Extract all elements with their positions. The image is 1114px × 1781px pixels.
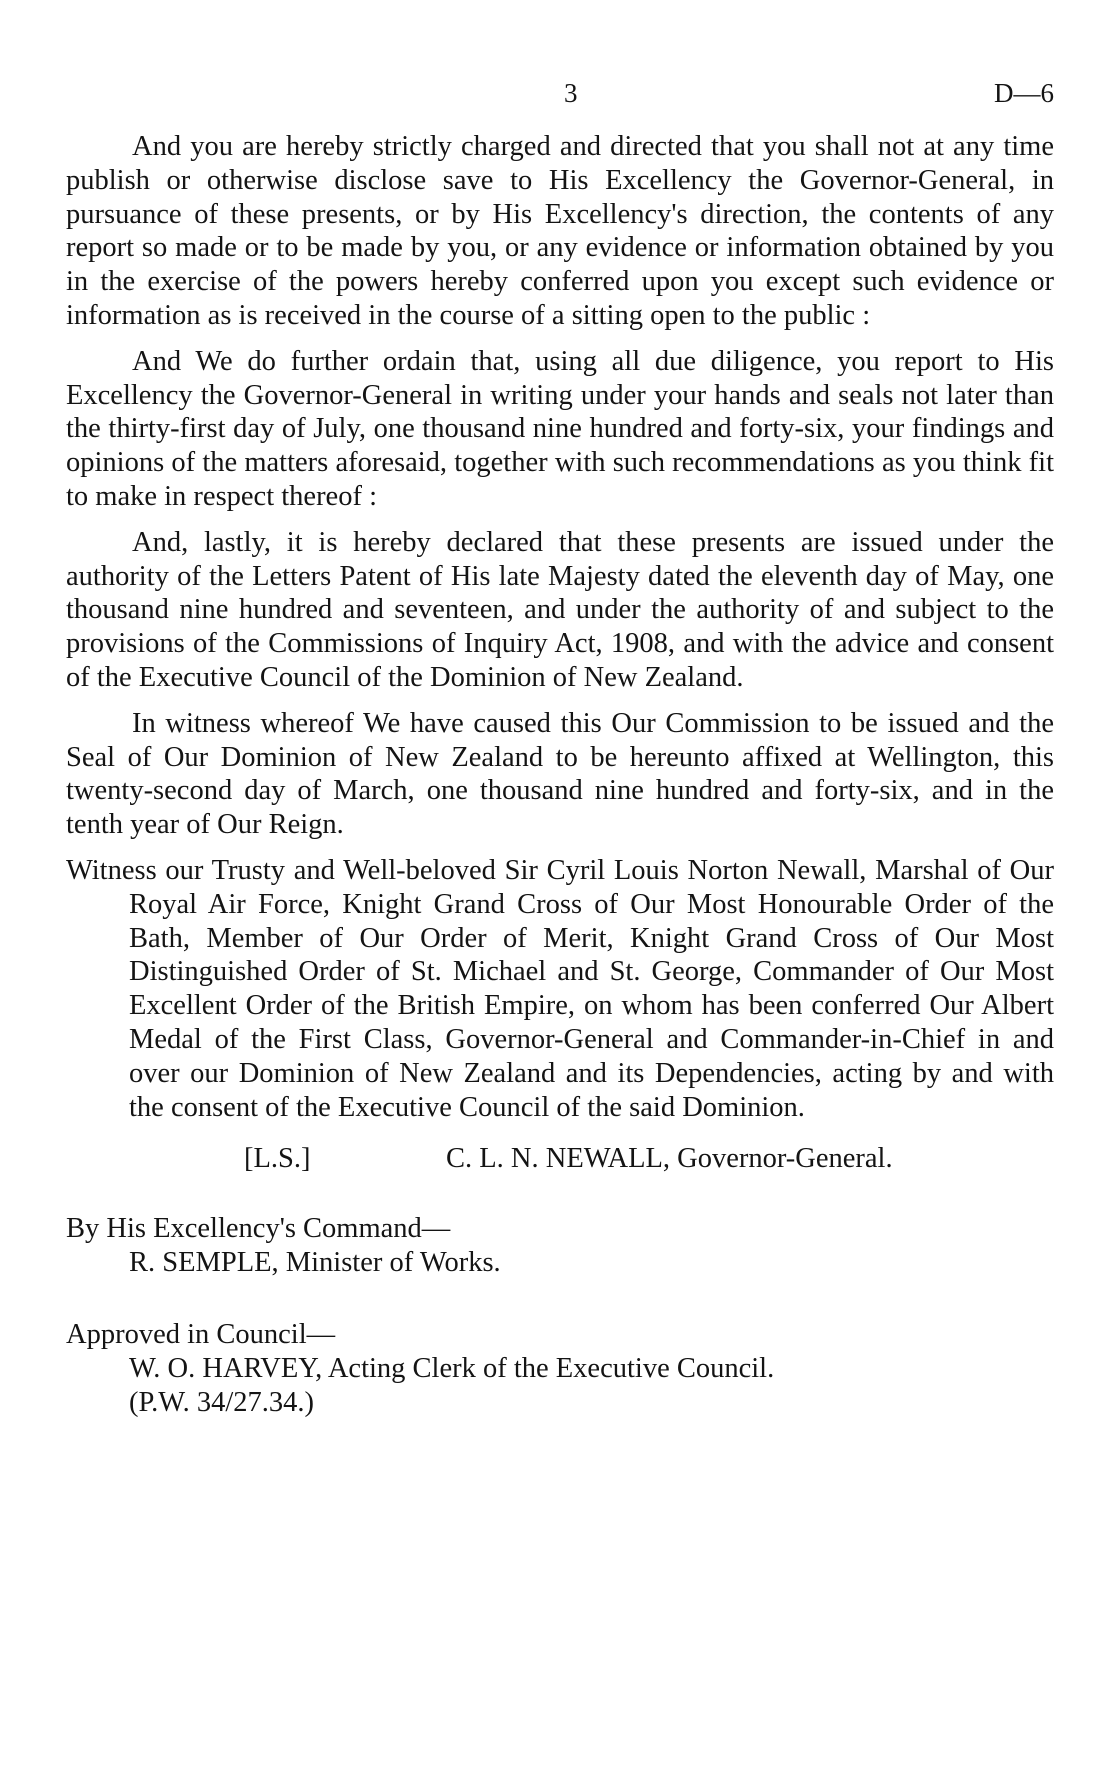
document-body: [66, 130, 1054, 1457]
file-reference: (P.W. 34/27.34.): [129, 1386, 314, 1418]
paragraph-confidentiality: And you are hereby strictly charged and directed that you shall not at any time publish or otherwise disclose save to His Excellency the Governor-General, in pursuance of these presents, or by His Excellency's direction, the contents of any report so made or to be made by you, or any evidence or information obtained by you in the exercise of the powers hereby conferred upon you except such evidence or information as is received in the course of a sitting open to the public :: [66, 131, 1054, 331]
paragraph-report-deadline: And We do further ordain that, using all due diligence, you report to His Excellency the Governor-General in writing under your hands and seals not later than the thirty-first day of July, one thousand nine hundred and forty-six, your findings and opinions of the matters aforesaid, together with such recommendations as you think fit to make in respect thereof :: [66, 345, 1054, 512]
document-reference: D—6: [994, 78, 1054, 108]
page-header: [66, 78, 1054, 112]
paragraph-in-witness: In witness whereof We have caused this Our Commission to be issued and the Seal of Our Dominion of New Zealand to be hereunto affixed at Wellington, this twenty-second day of March, one thousand nine hundred and forty-six, and in the tenth year of Our Reign.: [66, 707, 1054, 841]
approval-block: [66, 1318, 1054, 1419]
governor-signature: C. L. N. NEWALL, Governor-General.: [446, 1143, 893, 1175]
command-heading: By His Excellency's Command—: [66, 1213, 451, 1245]
minister-name: R. SEMPLE, Minister of Works.: [129, 1247, 501, 1279]
approval-heading: Approved in Council—: [66, 1318, 336, 1350]
paragraph-witness: Witness our Trusty and Well-beloved Sir Cyril Louis Norton Newall, Marshal of Our Royal Air Force, Knight Grand Cross of Our Most Honourable Order of the Bath, Member of Our Order of Merit, Knight Grand Cross of Our Most Distinguished Order of St. Michael and St. George, Commander of Our Most Excellent Order of the British Empire, on whom has been conferred Our Albert Medal of the First Class, Governor-General and Commander-in-Chief in and over our Dominion of New Zealand and its Dependencies, acting by and with the consent of the Executive Council of the said Dominion.: [66, 854, 1054, 1123]
command-block: [66, 1212, 1054, 1280]
seal-signature-line: [66, 1142, 1054, 1182]
seal-mark: [L.S.]: [244, 1143, 311, 1175]
clerk-name: W. O. HARVEY, Acting Clerk of the Executive Council.: [129, 1352, 775, 1384]
page-number: 3: [564, 78, 578, 108]
paragraph-authority: And, lastly, it is hereby declared that these presents are issued under the authority of the Letters Patent of His late Majesty dated the eleventh day of May, one thousand nine hundred and seventeen, and under the authority of and subject to the provisions of the Commissions of Inquiry Act, 1908, and with the advice and consent of the Executive Council of the Dominion of New Zealand.: [66, 526, 1054, 693]
